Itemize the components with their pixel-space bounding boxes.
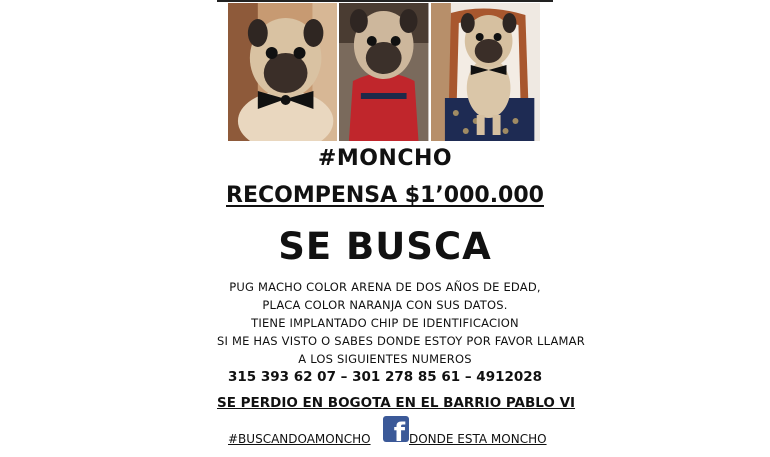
description-line: TIENE IMPLANTADO CHIP DE IDENTIFICACION [251,316,519,330]
pug-photo-bowtie [228,3,337,141]
photo-strip [228,3,540,141]
reward-amount: RECOMPENSA $1’000.000 [226,183,544,208]
description-line: PLACA COLOR NARANJA CON SUS DATOS. [262,298,508,312]
description-line: SI ME HAS VISTO O SABES DONDE ESTOY POR FAVOR LLAMAR [217,334,585,348]
contact-phone-numbers: 315 393 62 07 – 301 278 85 61 – 4912028 [227,369,543,385]
hashtag-link[interactable]: #BUSCANDOAMONCHO [228,432,371,446]
wanted-headline: SE BUSCA [278,225,492,268]
top-border [217,0,553,2]
facebook-icon[interactable]: f [383,416,409,442]
lost-location: SE PERDIO EN BOGOTA EN EL BARRIO PABLO VI [217,395,576,411]
facebook-page-link[interactable]: DONDE ESTA MONCHO [409,432,547,446]
description-line: PUG MACHO COLOR ARENA DE DOS AÑOS DE EDAD, [229,280,541,294]
pug-photo-chair [431,3,540,141]
description-line: A LOS SIGUIENTES NUMEROS [298,352,472,366]
pug-photo-red-sweater [339,3,428,141]
dog-name-title: #MONCHO [317,146,453,171]
